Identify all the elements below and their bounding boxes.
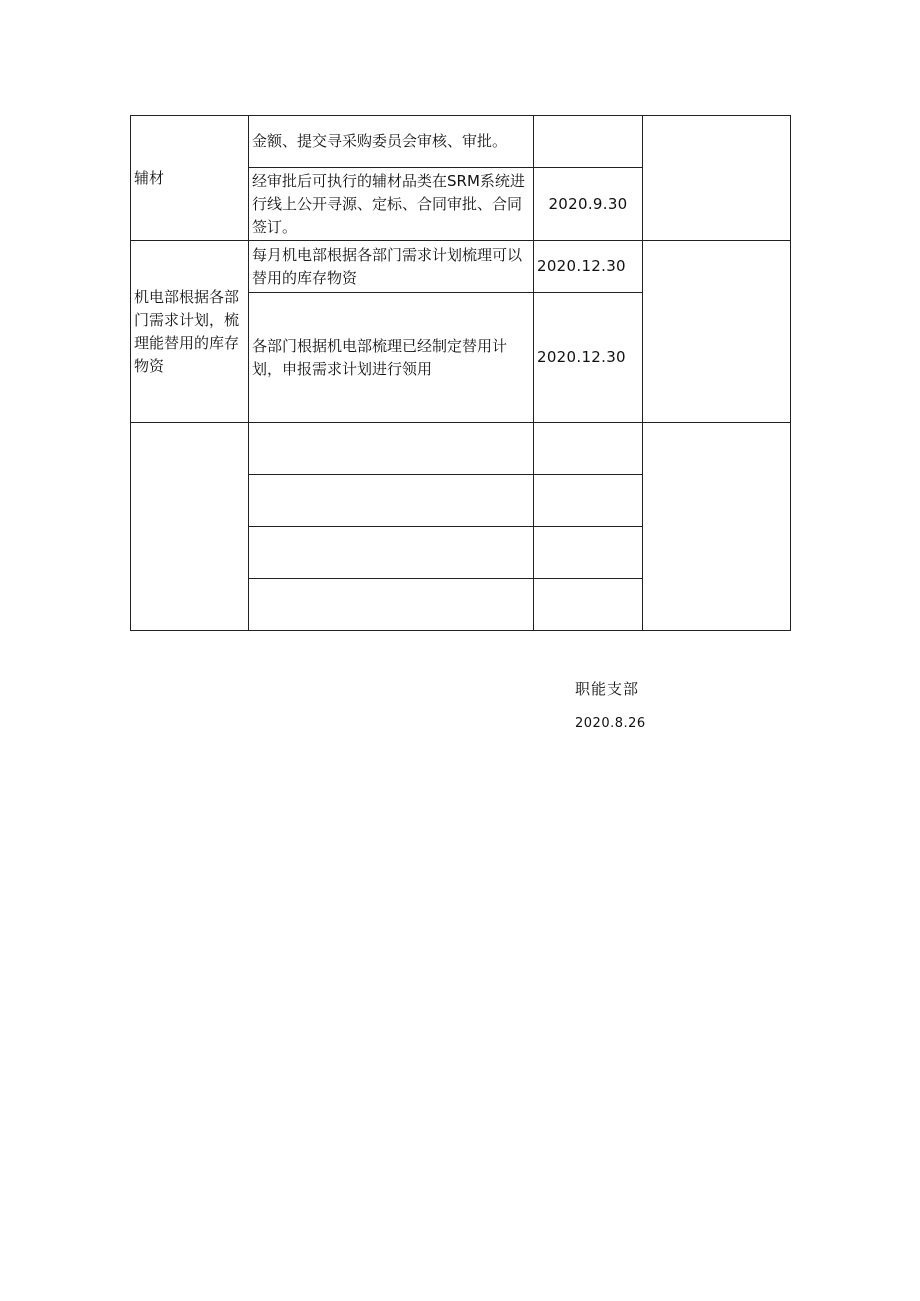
note-cell (643, 241, 791, 423)
date-cell (534, 116, 643, 168)
date-cell: 2020.12.30 (534, 293, 643, 423)
measure-cell (249, 423, 534, 475)
measure-cell: 金额、提交寻采购委员会审核、审批。 (249, 116, 534, 168)
date-cell: 2020.9.30 (534, 168, 643, 241)
date-cell (534, 527, 643, 579)
note-cell (643, 116, 791, 241)
item-cell (131, 423, 249, 631)
measure-cell (249, 579, 534, 631)
task-table (130, 115, 791, 631)
date-cell: 2020.12.30 (534, 241, 643, 293)
date-cell (534, 423, 643, 475)
item-cell: 辅材 (131, 116, 249, 241)
date-cell (534, 475, 643, 527)
measure-cell: 经审批后可执行的辅材品类在SRM系统进行线上公开寻源、定标、合同审批、合同签订。 (249, 168, 534, 241)
measure-cell (249, 527, 534, 579)
measure-cell (249, 475, 534, 527)
item-cell: 机电部根据各部门需求计划，梳理能替用的库存物资 (131, 241, 249, 423)
measure-cell: 每月机电部根据各部门需求计划梳理可以替用的库存物资 (249, 241, 534, 293)
date-cell (534, 579, 643, 631)
note-cell (643, 423, 791, 631)
signature-org: 职能支部 (575, 680, 640, 698)
measure-cell: 各部门根据机电部梳理已经制定替用计划，申报需求计划进行领用 (249, 293, 534, 423)
table-row (131, 241, 791, 293)
signature-date: 2020.8.26 (575, 716, 646, 731)
table-row (131, 423, 791, 475)
table-row (131, 116, 791, 168)
